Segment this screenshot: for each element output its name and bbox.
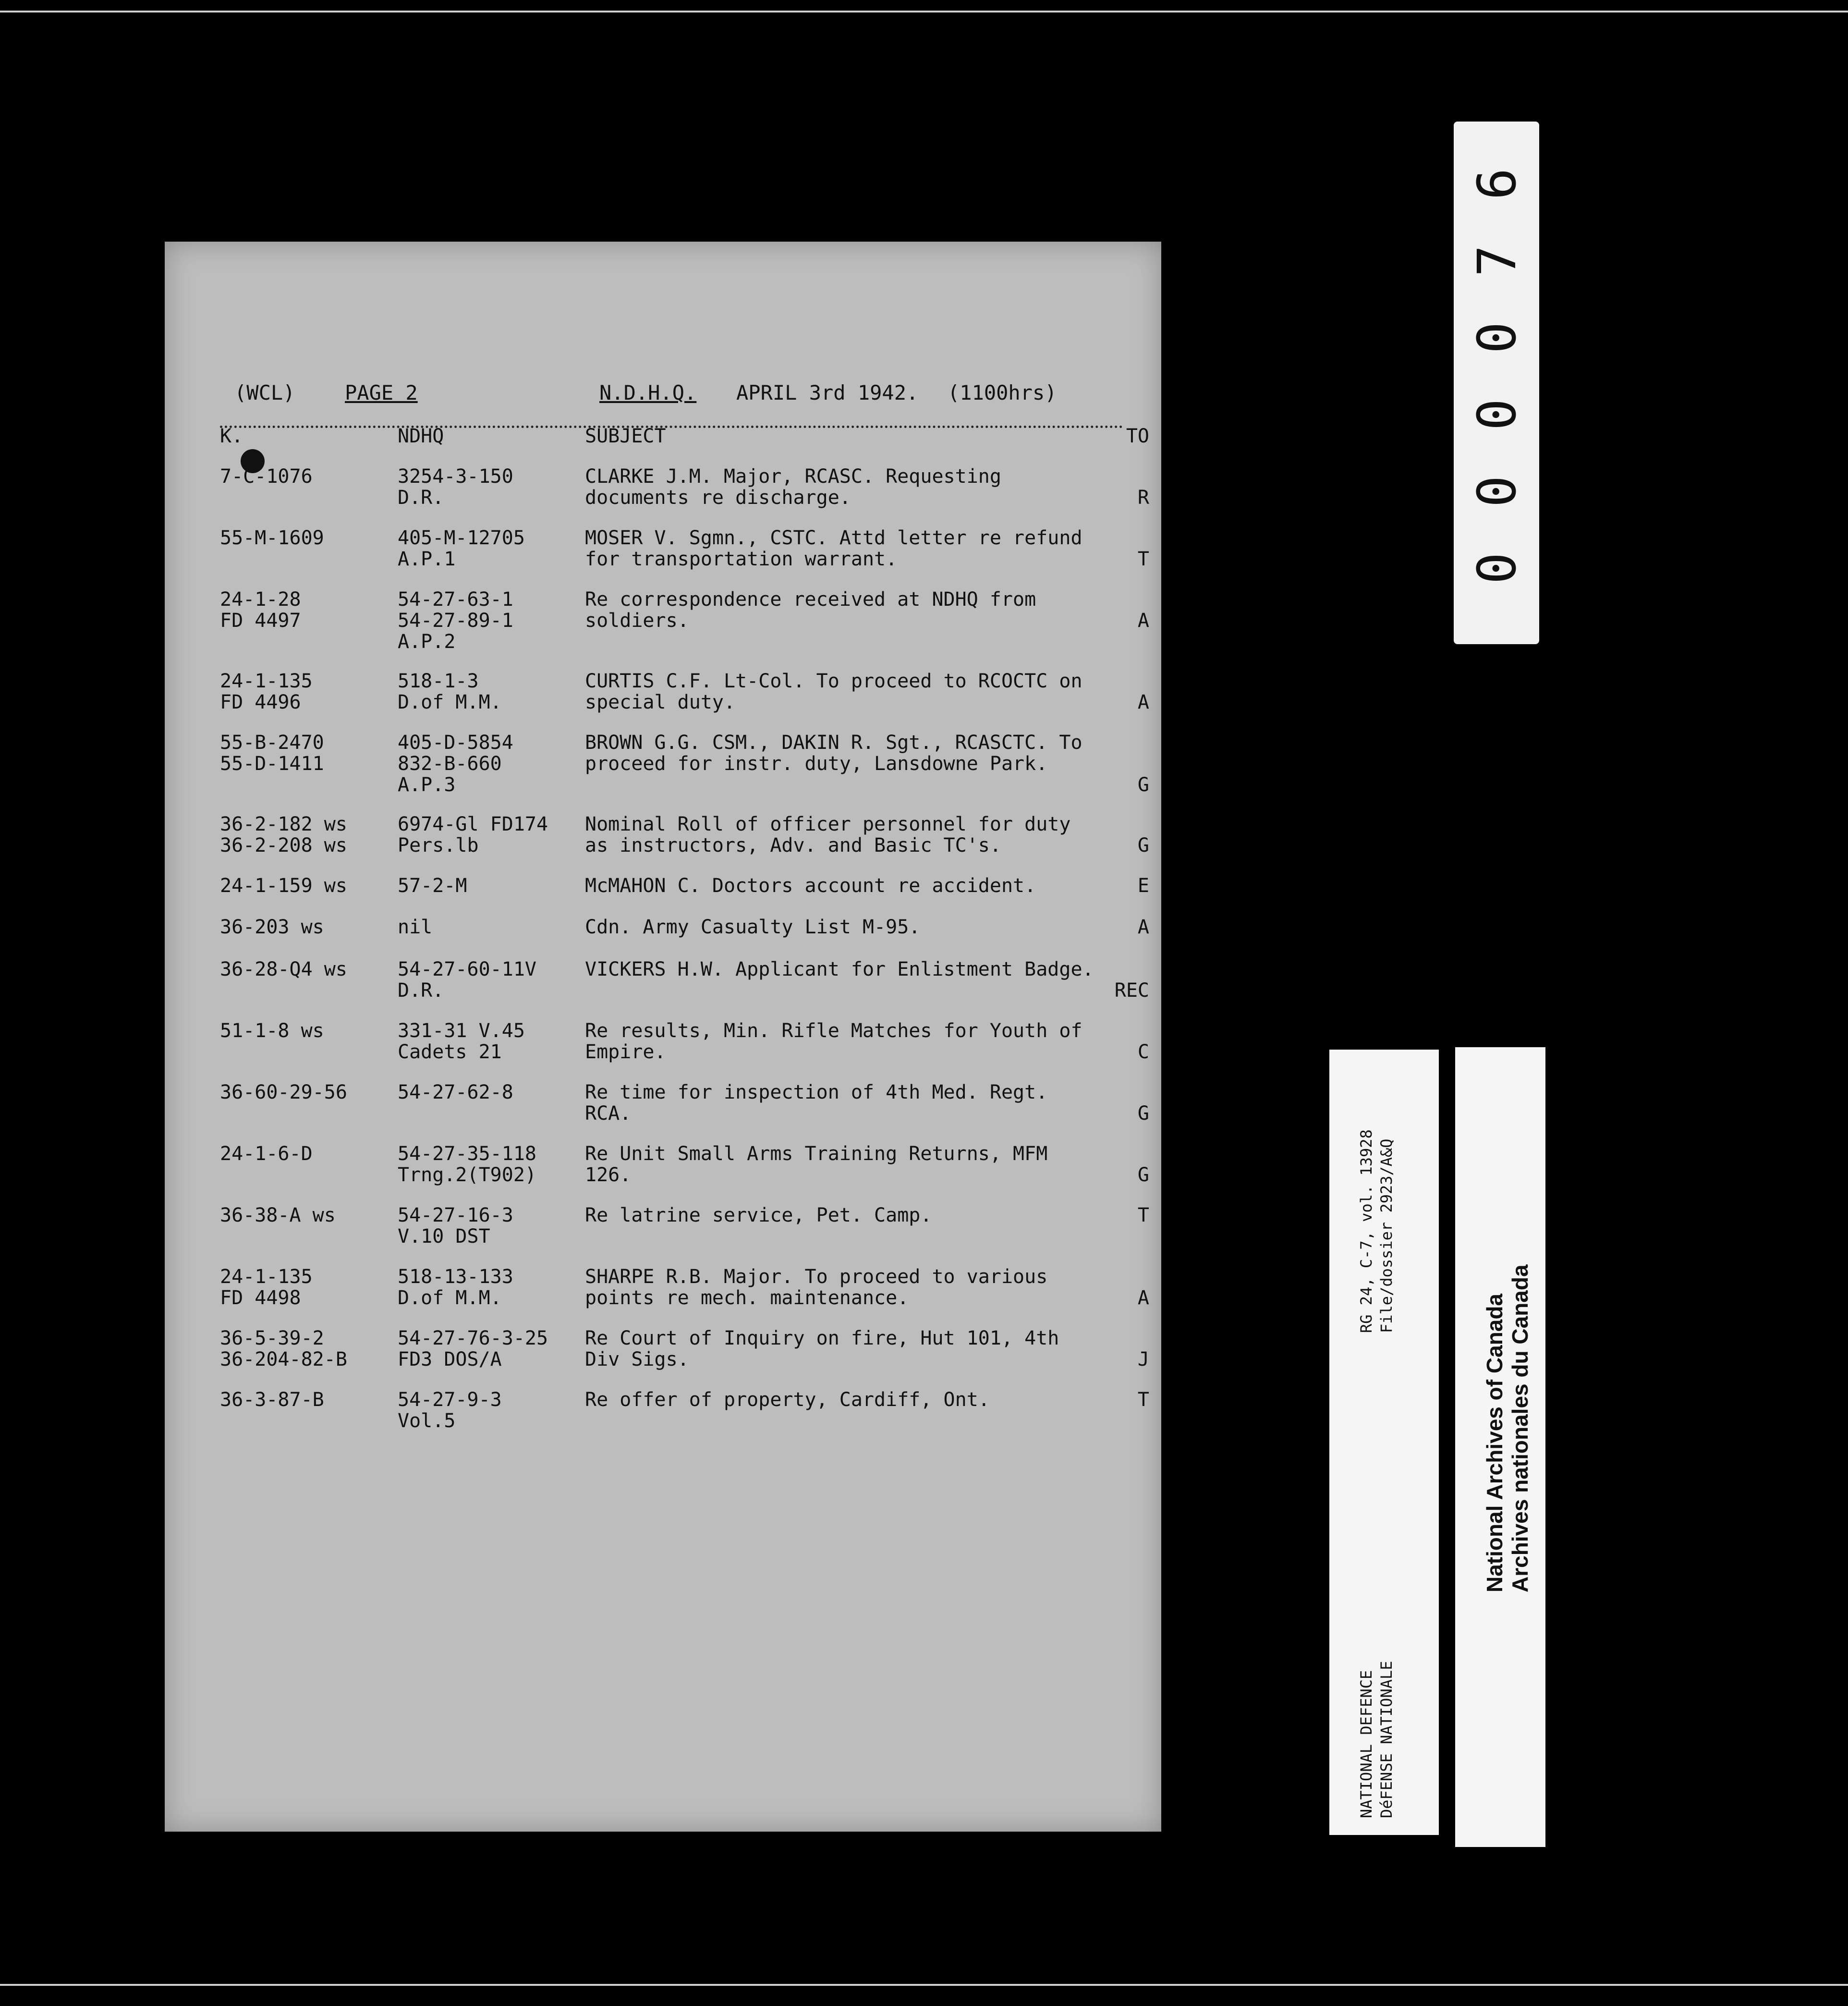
column-header-to: TO [1126,425,1149,447]
row-subject: Re results, Min. Rifle Matches for Youth of Empire. [585,1020,1082,1063]
row-ndhq: 54-27-35-118 Trng.2(T902) [398,1143,536,1186]
row-k: 24-1-135 FD 4498 [220,1266,313,1309]
header-time: (1100hrs) [948,381,1057,404]
department-fr: DéFENSE NATIONALE [1377,1661,1396,1818]
frame-digit: 6 [1466,168,1528,200]
row-to: G [1137,774,1149,796]
row-k: 36-5-39-2 36-204-82-B [220,1327,347,1370]
row-to: E [1137,875,1149,897]
archives-name-fr: Archives nationales du Canada [1508,1264,1532,1592]
row-subject: VICKERS H.W. Applicant for Enlistment Badge. [585,958,1094,980]
row-ndhq: 57-2-M [398,875,467,897]
archives-label [1455,1047,1545,1847]
frame-digit: 0 [1466,475,1528,508]
column-header-k: K. [220,425,243,447]
row-k: 24-1-6-D [220,1143,313,1165]
row-k: 7-C-1076 [220,465,313,488]
row-ndhq: 518-13-133 D.of M.M. [398,1266,513,1309]
file-line: File/dossier 2923/A&Q [1377,1138,1396,1333]
archives-name-en: National Archives of Canada [1482,1293,1507,1592]
row-subject: CURTIS C.F. Lt-Col. To proceed to RCOCTC on special duty. [585,670,1082,713]
frame-digit: 0 [1466,552,1528,585]
row-to: R [1137,487,1149,509]
frame-digit: 7 [1466,245,1528,277]
row-to: A [1137,916,1149,938]
row-to: G [1137,1102,1149,1125]
department-en: NATIONAL DEFENCE [1357,1670,1375,1818]
row-ndhq: 405-D-5854 832-B-660 A.P.3 [398,732,513,796]
row-k: 36-203 ws [220,916,324,938]
row-subject: MOSER V. Sgmn., CSTC. Attd letter re refund for transportation warrant. [585,527,1082,570]
frame-digit: 0 [1466,321,1528,354]
row-ndhq: 54-27-16-3 V.10 DST [398,1204,513,1248]
row-ndhq: 6974-Gl FD174 Pers.lb [398,813,548,856]
header-code: (WCL) [234,381,295,404]
row-to: REC [1114,979,1149,1002]
row-to: J [1137,1348,1149,1370]
row-subject: CLARKE J.M. Major, RCASC. Requesting documents re discharge. [585,465,1001,509]
header-divider [220,426,1123,428]
row-subject: SHARPE R.B. Major. To proceed to various points re mech. maintenance. [585,1266,1048,1309]
top-border [0,11,1848,12]
archive-reference-label [1329,1050,1439,1835]
row-ndhq: 54-27-63-1 54-27-89-1 A.P.2 [398,588,513,653]
frame-digit: 0 [1466,398,1528,431]
column-header-subject: SUBJECT [585,425,666,447]
row-to: A [1137,610,1149,632]
row-ndhq: 331-31 V.45 Cadets 21 [398,1020,525,1063]
row-ndhq: 3254-3-150 D.R. [398,465,513,509]
row-ndhq: 54-27-62-8 [398,1081,513,1103]
row-k: 55-B-2470 55-D-1411 [220,732,324,775]
row-ndhq: 54-27-76-3-25 FD3 DOS/A [398,1327,548,1370]
row-k: 24-1-159 ws [220,875,347,897]
row-subject: Re offer of property, Cardiff, Ont. [585,1389,990,1411]
header-page: PAGE 2 [345,381,418,404]
row-k: 24-1-135 FD 4496 [220,670,313,713]
row-ndhq: 54-27-9-3 Vol.5 [398,1389,502,1432]
row-subject: Nominal Roll of officer personnel for duty as instructors, Adv. and Basic TC's. [585,813,1071,856]
row-subject: Re Court of Inquiry on fire, Hut 101, 4th Div Sigs. [585,1327,1059,1370]
document-sheet [165,242,1161,1832]
row-k: 36-38-A ws [220,1204,336,1226]
row-to: T [1137,1389,1149,1411]
column-header-ndhq: NDHQ [398,425,444,447]
row-to: A [1137,691,1149,713]
row-subject: Re time for inspection of 4th Med. Regt. RCA. [585,1081,1048,1125]
row-k: 55-M-1609 [220,527,324,549]
row-k: 36-28-Q4 ws [220,958,347,980]
row-subject: Cdn. Army Casualty List M-95. [585,916,921,938]
header-date: APRIL 3rd 1942. [736,381,919,404]
row-k: 51-1-8 ws [220,1020,324,1042]
row-subject: BROWN G.G. CSM., DAKIN R. Sgt., RCASCTC. To proceed for instr. duty, Lansdowne Park. [585,732,1082,775]
reference-line: RG 24, C-7, vol. 13928 [1357,1129,1375,1333]
bottom-border [0,1984,1848,1986]
row-k: 36-2-182 ws 36-2-208 ws [220,813,347,856]
row-k: 36-60-29-56 [220,1081,347,1103]
row-subject: McMAHON C. Doctors account re accident. [585,875,1036,897]
row-k: 24-1-28 FD 4497 [220,588,301,632]
row-subject: Re latrine service, Pet. Camp. [585,1204,932,1226]
row-subject: Re correspondence received at NDHQ from soldiers. [585,588,1036,632]
row-k: 36-3-87-B [220,1389,324,1411]
row-to: C [1137,1041,1149,1063]
row-ndhq: 518-1-3 D.of M.M. [398,670,502,713]
row-ndhq: 54-27-60-11V D.R. [398,958,536,1002]
row-to: T [1137,1204,1149,1226]
row-to: A [1137,1287,1149,1309]
row-to: G [1137,834,1149,856]
row-ndhq: 405-M-12705 A.P.1 [398,527,525,570]
row-ndhq: nil [398,916,433,938]
row-subject: Re Unit Small Arms Training Returns, MFM 126. [585,1143,1048,1186]
row-to: T [1137,548,1149,570]
frame-number-card [1454,122,1539,644]
header-hq: N.D.H.Q. [599,381,697,404]
row-to: G [1137,1164,1149,1186]
